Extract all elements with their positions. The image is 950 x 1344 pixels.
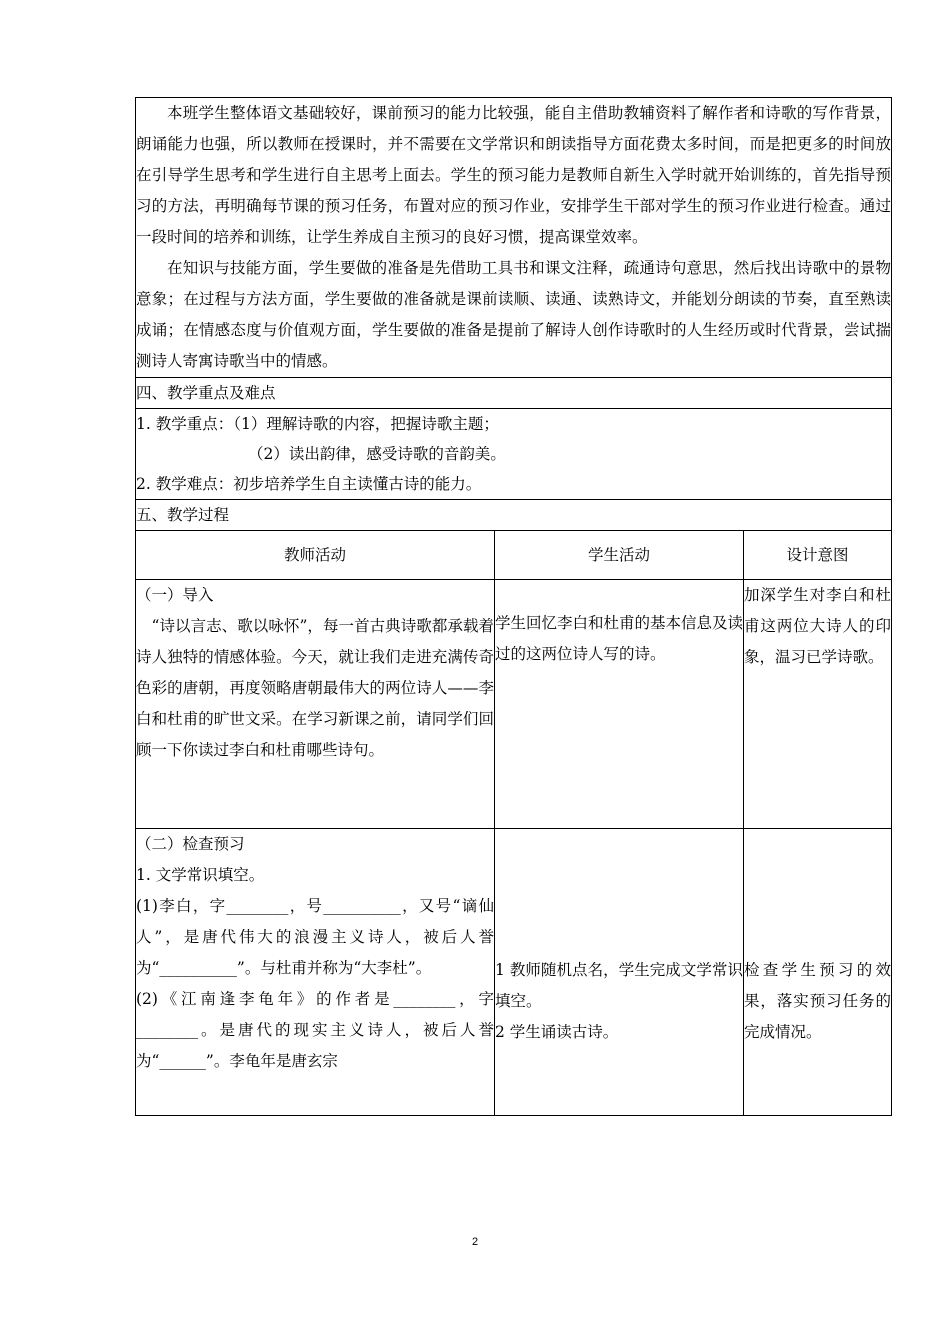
row1-student-cell (495, 580, 744, 829)
row1-teacher-cell (136, 580, 495, 829)
row2-student-1: 1 教师随机点名，学生完成文学常识填空。 (495, 961, 743, 1010)
intro-cell (136, 98, 892, 378)
row2-teacher-cell (136, 829, 495, 1116)
row1-teacher-text: “诗以言志、歌以咏怀”，每一首古典诗歌都承载着诗人独特的情感体验。今天，就让我们走进充满传奇色彩的唐朝，再度领略唐朝最伟大的两位诗人——李白和杜甫的旷世文采。在学习新课之前，请同学们回顾一下你读过李白和杜甫哪些诗句。 (136, 617, 494, 759)
section5-title: 五、教学过程 (136, 500, 892, 531)
header-teacher-activity: 教师活动 (136, 531, 495, 580)
row1-teacher-title: （一）导入 (136, 586, 214, 604)
lesson-plan-table (135, 97, 892, 1116)
teaching-difficulty: 2. 教学难点：初步培养学生自主读懂古诗的能力。 (136, 475, 482, 493)
row2-student-2: 2 学生诵读古诗。 (495, 1023, 619, 1041)
header-design-intent: 设计意图 (744, 531, 892, 580)
row1-intent-text: 加深学生对李白和杜甫这两位大诗人的印象，温习已学诗歌。 (744, 586, 891, 666)
row2-teacher-title: （二）检查预习 (136, 835, 245, 853)
row1-student-text: 学生回忆李白和杜甫的基本信息及读过的这两位诗人写的诗。 (495, 614, 744, 663)
row1-intent-cell (744, 580, 892, 829)
process-row-intro (136, 580, 892, 829)
intro-row (136, 98, 892, 378)
section4-title: 四、教学重点及难点 (136, 378, 892, 409)
section4-content (136, 409, 892, 500)
row2-teacher-sub: 1. 文学常识填空。 (136, 866, 265, 884)
section4-content-row (136, 409, 892, 500)
row2-question-2: (2)《江南逢李龟年》的作者是________，字________。是唐代的现实主义诗人，被后人誉为“______”。李龟年是唐玄宗 (136, 990, 494, 1070)
row2-question-1: (1)李白，字________，号__________，又号“谪仙人”，是唐代伟大的浪漫主义诗人，被后人誉为“__________”。与杜甫并称为“大李杜”。 (136, 897, 494, 977)
row2-intent-text: 检查学生预习的效果，落实预习任务的完成情况。 (744, 961, 891, 1041)
header-student-activity: 学生活动 (495, 531, 744, 580)
intro-paragraph-1: 本班学生整体语文基础较好，课前预习的能力比较强，能自主借助教辅资料了解作者和诗歌的写作背景，朗诵能力也强，所以教师在授课时，并不需要在文学常识和朗读指导方面花费太多时间，而是把更多的时间放在引导学生思考和学生进行自主思考上面去。学生的预习能力是教师自新生入学时就开始训练的，首先指导预习的方法，再明确每节课的预习任务，布置对应的预习作业，安排学生干部对学生的预习作业进行检查。通过一段时间的培养和训练，让学生养成自主预习的良好习惯，提高课堂效率。 (136, 104, 891, 246)
teaching-focus-1: 1. 教学重点：（1）理解诗歌的内容，把握诗歌主题； (136, 415, 499, 433)
section4-title-row (136, 378, 892, 409)
process-row-preview (136, 829, 892, 1116)
teaching-focus-2: （2）读出韵律，感受诗歌的音韵美。 (248, 445, 506, 463)
process-header-row (136, 531, 892, 580)
page-number: 2 (471, 1236, 479, 1248)
section5-title-row (136, 500, 892, 531)
row2-intent-cell (744, 829, 892, 1116)
intro-paragraph-2: 在知识与技能方面，学生要做的准备是先借助工具书和课文注释，疏通诗句意思，然后找出诗歌中的景物意象；在过程与方法方面，学生要做的准备就是课前读顺、读通、读熟诗文，并能划分朗读的节奏，直至熟读成诵；在情感态度与价值观方面，学生要做的准备是提前了解诗人创作诗歌时的人生经历或时代背景，尝试揣测诗人寄寓诗歌当中的情感。 (136, 259, 891, 370)
row2-student-cell (495, 829, 744, 1116)
